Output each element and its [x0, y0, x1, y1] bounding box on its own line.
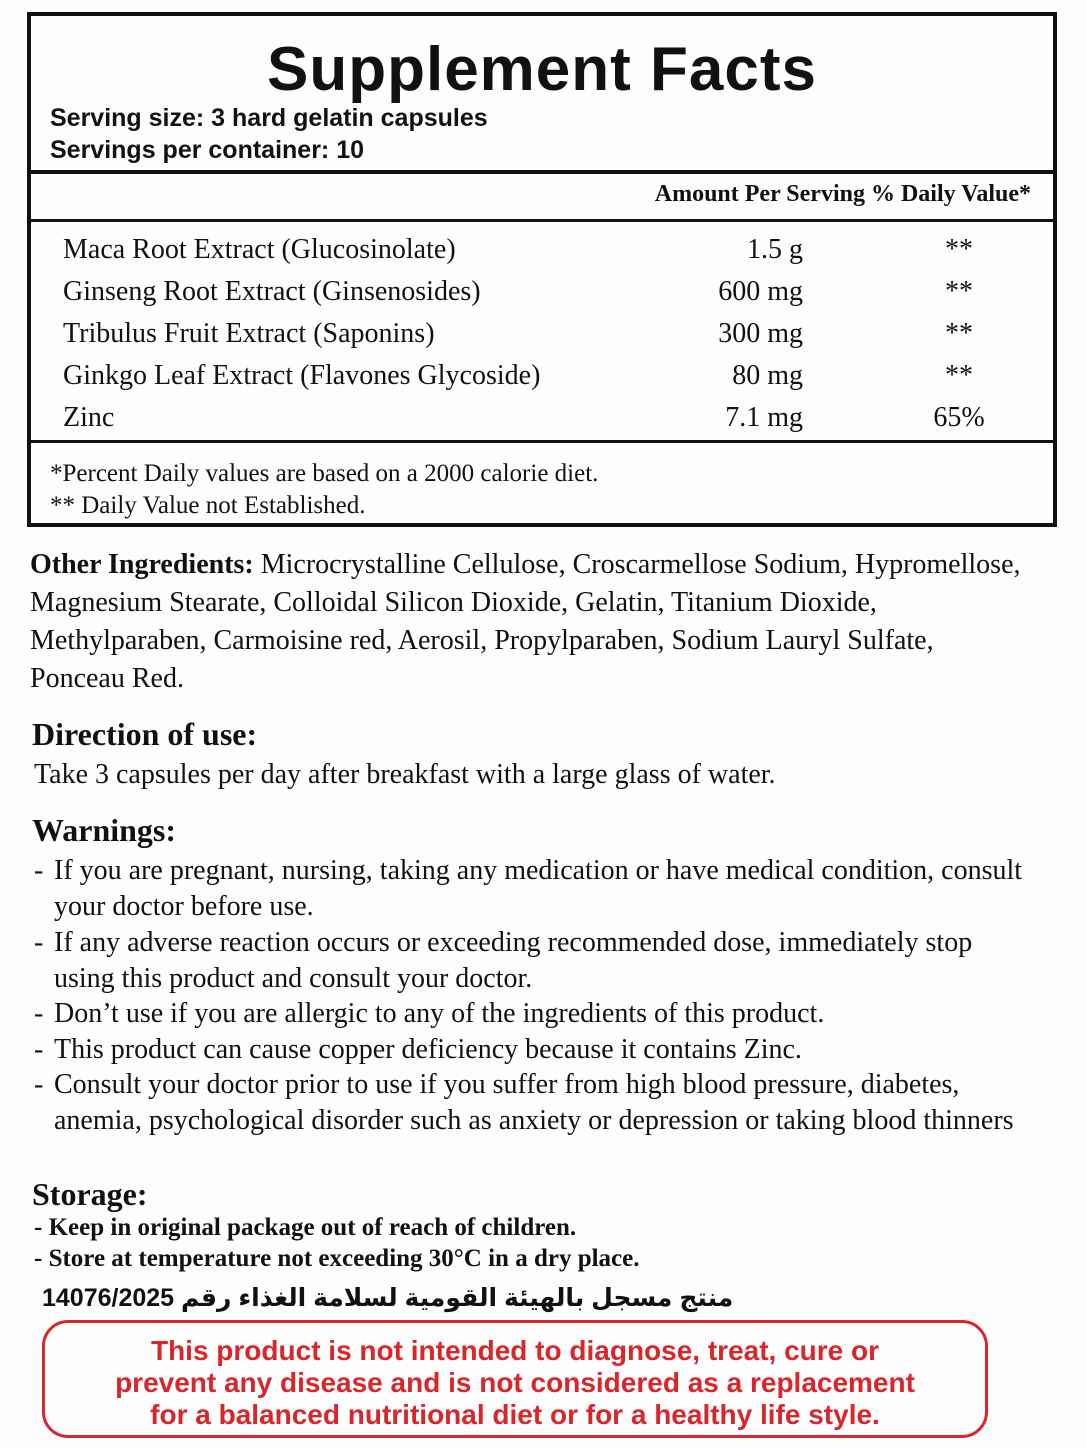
ingredient-name: Ginseng Root Extract (Ginsenosides): [63, 276, 481, 307]
divider: [31, 440, 1053, 443]
footnote-percent-daily: *Percent Daily values are based on a 2000 calorie diet.: [50, 460, 599, 487]
servings-per-container: Servings per container: 10: [50, 136, 365, 164]
ingredient-name: Tribulus Fruit Extract (Saponins): [63, 318, 435, 349]
disclaimer-line: prevent any disease and is not considered as a replacement: [115, 1367, 915, 1398]
other-ingredients-text: Microcrystalline Cellulose, Croscarmellose Sodium, Hypromellose, Magnesium Stearate, Colloidal Silicon Dioxide, Gelatin, Titanium Dioxide, Methylparaben, Carmoisine red, Aerosil, Propylparaben, Sodium Lauryl Sulfate, Ponceau Red.: [30, 549, 1021, 694]
column-header: Amount Per Serving % Daily Value*: [654, 181, 1031, 207]
ingredient-amount: 80 mg: [732, 360, 803, 391]
other-ingredients-label: Other Ingredients:: [30, 549, 254, 580]
table-row: [31, 276, 1053, 318]
ingredient-daily-value: **: [945, 360, 973, 391]
disclaimer-line: for a balanced nutritional diet or for a healthy life style.: [150, 1399, 880, 1430]
disclaimer-box: [42, 1320, 988, 1438]
divider: [31, 219, 1053, 222]
divider: [31, 170, 1053, 174]
ingredient-amount: 1.5 g: [747, 234, 803, 265]
list-item: - Consult your doctor prior to use if you suffer from high blood pressure, diabetes, anemia, psychological disorder such as anxiety or depression or taking blood thinners: [34, 1067, 1024, 1139]
storage-heading: Storage:: [32, 1176, 148, 1212]
table-row: [31, 360, 1053, 402]
ingredient-daily-value: **: [945, 276, 973, 307]
warnings-heading: Warnings:: [32, 812, 177, 848]
list-item: - Don’t use if you are allergic to any of the ingredients of this product.: [34, 996, 1024, 1032]
ingredient-name: Ginkgo Leaf Extract (Flavones Glycoside): [63, 360, 541, 391]
registration-arabic-text: منتج مسجل بالهيئة القومية لسلامة الغذاء رقم: [181, 1284, 734, 1312]
table-row: [31, 402, 1053, 444]
ingredient-daily-value: **: [945, 318, 973, 349]
list-item: - If any adverse reaction occurs or exceeding recommended dose, immediately stop using this product and consult your doctor.: [34, 925, 1024, 997]
footnote-not-established: ** Daily Value not Established.: [50, 492, 366, 519]
ingredient-amount: 300 mg: [718, 318, 803, 349]
direction-text: Take 3 capsules per day after breakfast with a large glass of water.: [34, 759, 776, 790]
facts-title: Supplement Facts: [267, 35, 817, 104]
table-row: [31, 234, 1053, 276]
supplement-facts-panel: [27, 12, 1057, 527]
direction-heading: Direction of use:: [32, 716, 258, 752]
disclaimer-line: This product is not intended to diagnose, treat, cure or: [150, 1335, 880, 1366]
ingredient-daily-value: 65%: [933, 402, 985, 433]
ingredient-daily-value: **: [945, 234, 973, 265]
list-item: - This product can cause copper deficiency because it contains Zinc.: [34, 1032, 1024, 1068]
other-ingredients: [30, 546, 1026, 698]
registration-line: [42, 1283, 733, 1313]
ingredient-name: Maca Root Extract (Glucosinolate): [63, 234, 456, 265]
registration-number: 14076/2025: [42, 1284, 175, 1312]
list-item: - If you are pregnant, nursing, taking any medication or have medical condition, consult your doctor before use.: [34, 853, 1024, 925]
warnings-list: [34, 853, 1024, 1139]
storage-item: - Store at temperature not exceeding 30°C in a dry place.: [34, 1245, 640, 1272]
disclaimer-text: [45, 1335, 985, 1431]
serving-size: Serving size: 3 hard gelatin capsules: [50, 104, 488, 132]
table-row: [31, 318, 1053, 360]
ingredient-name: Zinc: [63, 402, 115, 433]
storage-item: - Keep in original package out of reach of children.: [34, 1214, 577, 1241]
ingredient-amount: 7.1 mg: [725, 402, 803, 433]
ingredient-amount: 600 mg: [718, 276, 803, 307]
